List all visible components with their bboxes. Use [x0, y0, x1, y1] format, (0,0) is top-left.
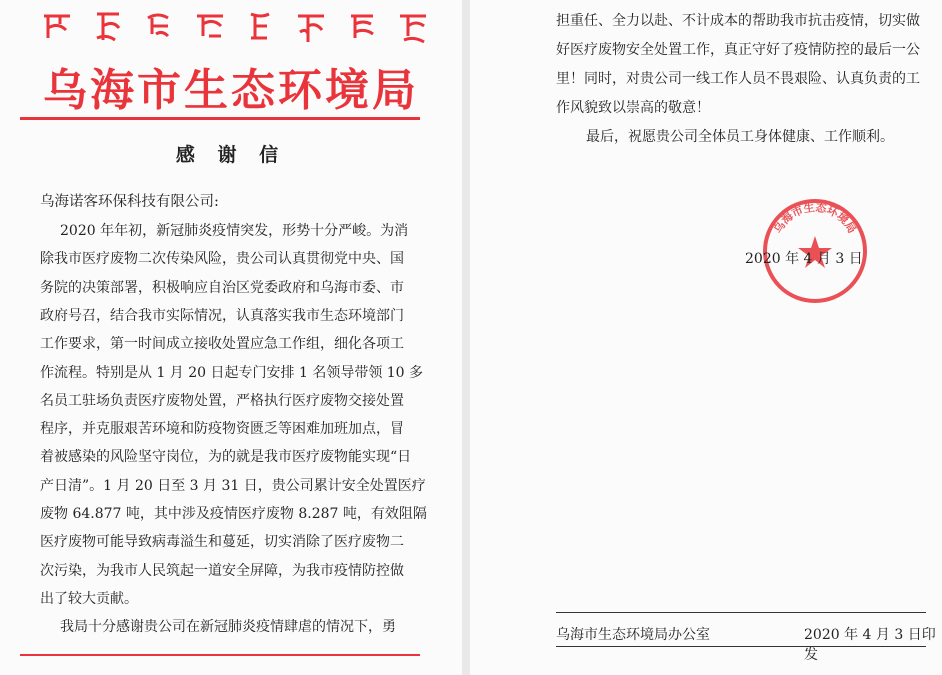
body-line: 我局十分感谢贵公司在新冠肺炎疫情肆虐的情况下，勇 [60, 619, 396, 636]
mongolian-word-icon [40, 8, 74, 48]
body-line: 工作要求，第一时间成立接收处置应急工作组，细化各项工 [40, 336, 404, 353]
body-line: 废物 64.877 吨，其中涉及疫情医疗废物 8.287 吨，有效阻隔 [40, 506, 427, 522]
body-line: 着被感染的风险坚守岗位，为的就是我市医疗废物能实现“日 [40, 449, 412, 466]
mongolian-word-icon [193, 8, 227, 48]
body-line: 好医疗废物安全处置工作，真正守好了疫情防控的最后一公 [556, 42, 920, 58]
body-line: 除我市医疗废物二次传染风险，贵公司认真贯彻党中央、国 [40, 251, 404, 268]
body-line: 2020 年年初，新冠肺炎疫情突发，形势十分严峻。为消 [60, 223, 409, 239]
mongolian-script-line [40, 8, 430, 52]
mongolian-word-icon [142, 8, 176, 48]
body-line: 作流程。特别是从 1 月 20 日起专门安排 1 名领导带领 10 多 [40, 364, 424, 381]
body-line: 名员工驻场负责医疗废物处置，严格执行医疗废物交接处置 [40, 392, 404, 409]
letter-title: 感 谢 信 [175, 144, 287, 166]
masthead-red-rule [20, 117, 420, 120]
signature-date: 2020 年 4 月 3 日 [745, 251, 863, 267]
footer-bottom-rule [556, 646, 926, 647]
body-line: 产日清”。1 月 20 日至 3 月 31 日，贵公司累计安全处置医疗 [40, 477, 426, 494]
footer-print-date: 2020 年 4 月 3 日印发 [804, 627, 936, 663]
body-line: 程序，并克服艰苦环境和防疫物资匮乏等困难加班加点，冒 [40, 421, 404, 438]
svg-text:乌海市生态环境局: 乌海市生态环境局 [771, 201, 859, 236]
body-line: 务院的决策部署，积极响应自治区党委政府和乌海市委、市 [40, 279, 404, 296]
body-line: 医疗废物可能导致病毒溢生和蔓延，切实消除了医疗废物二 [40, 534, 404, 551]
body-line: 作风貌致以崇高的敬意！ [556, 100, 710, 116]
body-line: 次污染，为我市人民筑起一道安全屏障，为我市疫情防控做 [40, 562, 404, 579]
body-line: 出了较大贡献。 [40, 590, 138, 607]
mongolian-word-icon [396, 8, 430, 48]
body-line: 最后，祝愿贵公司全体员工身体健康、工作顺利。 [586, 129, 894, 145]
body-line: 里！同时，对贵公司一线工作人员不畏艰险、认真负责的工 [556, 71, 920, 87]
mongolian-word-icon [294, 8, 328, 48]
footer-office: 乌海市生态环境局办公室 [556, 627, 710, 643]
body-line: 政府号召，结合我市实际情况，认真落实我市生态环境部门 [40, 307, 404, 324]
mongolian-word-icon [243, 8, 277, 48]
body-line: 担重任、全力以赴、不计成本的帮助我市抗击疫情，切实做 [556, 13, 920, 29]
mongolian-word-icon [91, 8, 125, 48]
masthead-title: 乌海市生态环境局 [43, 65, 419, 116]
mongolian-word-icon [345, 8, 379, 48]
salutation: 乌海诺客环保科技有限公司: [40, 194, 219, 210]
footer-top-rule [556, 612, 926, 613]
bottom-red-rule [20, 654, 420, 656]
